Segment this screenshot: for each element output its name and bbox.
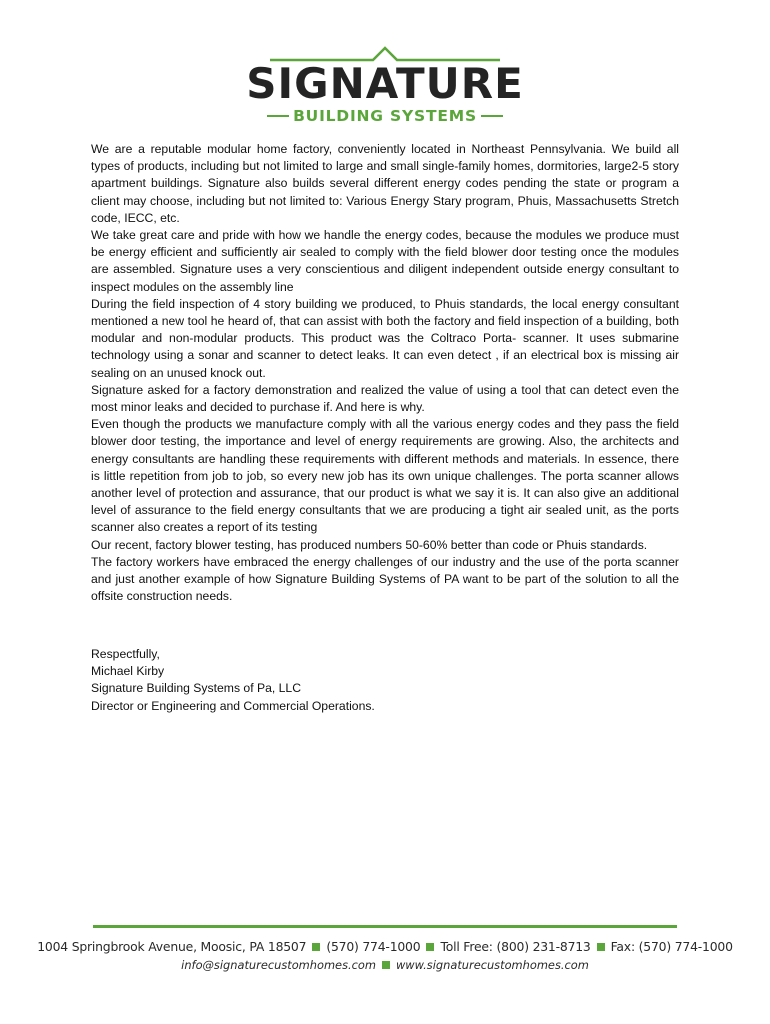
paragraph: Our recent, factory blower testing, has produced numbers 50-60% better than code or Phuis standards.	[91, 537, 648, 552]
tagline-rule-right	[481, 115, 503, 117]
logo-tagline-row	[0, 106, 770, 126]
footer-address: 1004 Springbrook Avenue, Moosic, PA 18507	[37, 939, 307, 954]
closing: Respectfully,	[91, 647, 160, 661]
footer-website[interactable]: www.signaturecustomhomes.com	[395, 958, 589, 972]
paragraph: We are a reputable modular home factory, conveniently located in Northeast Pennsylvania. We build all types of products, including but not limited to large and small single-family homes, dormitories, large2-5 story apartment buildings. Signature also builds several different energy codes pending the state or program a client may choose, including but not limited to: Various Energy Stary program, Phuis, Massachusetts Stretch code, IECC, etc.	[91, 142, 679, 225]
company-logo	[0, 42, 770, 132]
tagline-rule-left	[267, 115, 289, 117]
footer-web	[0, 958, 770, 972]
signature-block	[91, 646, 591, 715]
paragraph: Even though the products we manufacture comply with all the various energy codes and they pass the field blower door testing, the importance and level of energy requirements are growing. Also, the architects and energy consultants are handling these requirements with different methods and materials. In essence, there is little repetition from job to job, so every new job has its own unique challenges. The porta scanner allows another level of protection and assurance, that our product is what we say it is. It can also give an additional level of assurance to the field energy consultants that we are producing a tight air sealed unit, as the ports scanner also creates a report of its testing	[91, 417, 679, 535]
paragraph: We take great care and pride with how we handle the energy codes, because the modules we produce must be energy efficient and sufficiently air sealed to comply with the field blower door testing once the modules are assembled. Signature uses a very conscientious and diligent independent outside energy consultant to inspect modules on the assembly line	[91, 228, 679, 294]
bullet-square-icon	[597, 943, 605, 951]
footer-email[interactable]: info@signaturecustomhomes.com	[181, 958, 376, 972]
footer-contact	[0, 939, 770, 954]
logo-tagline: BUILDING SYSTEMS	[293, 107, 477, 125]
paragraph: During the field inspection of 4 story building we produced, to Phuis standards, the local energy consultant mentioned a new tool he heard of, that can assist with both the factory and field inspection of a building, both modular and non-modular products. This product was the Coltraco Porta- scanner. It uses submarine technology using a sonar and scanner to detect leaks. It can even detect , if an electrical box is missing air sealing on an unused knock out.	[91, 296, 679, 380]
signer-name: Michael Kirby	[91, 664, 165, 679]
footer-toll-free: Toll Free: (800) 231-8713	[440, 939, 591, 954]
bullet-square-icon	[312, 943, 320, 951]
bullet-square-icon	[382, 961, 390, 969]
letter-body	[91, 141, 679, 605]
logo-wordmark: SIGNATURE	[246, 59, 524, 108]
footer-fax: Fax: (570) 774-1000	[610, 939, 733, 954]
footer-divider	[93, 925, 677, 928]
paragraph: The factory workers have embraced the energy challenges of our industry and the use of the porta scanner and just another example of how Signature Building Systems of PA want to be part of the solution to all the offsite construction needs.	[91, 554, 679, 604]
signer-title: Director or Engineering and Commercial Operations.	[91, 698, 375, 713]
bullet-square-icon	[426, 943, 434, 951]
signer-company: Signature Building Systems of Pa, LLC	[91, 681, 302, 696]
footer-phone: (570) 774-1000	[326, 939, 421, 954]
paragraph: Signature asked for a factory demonstration and realized the value of using a tool that can detect even the most minor leaks and decided to purchase if. And here is why.	[91, 382, 679, 415]
